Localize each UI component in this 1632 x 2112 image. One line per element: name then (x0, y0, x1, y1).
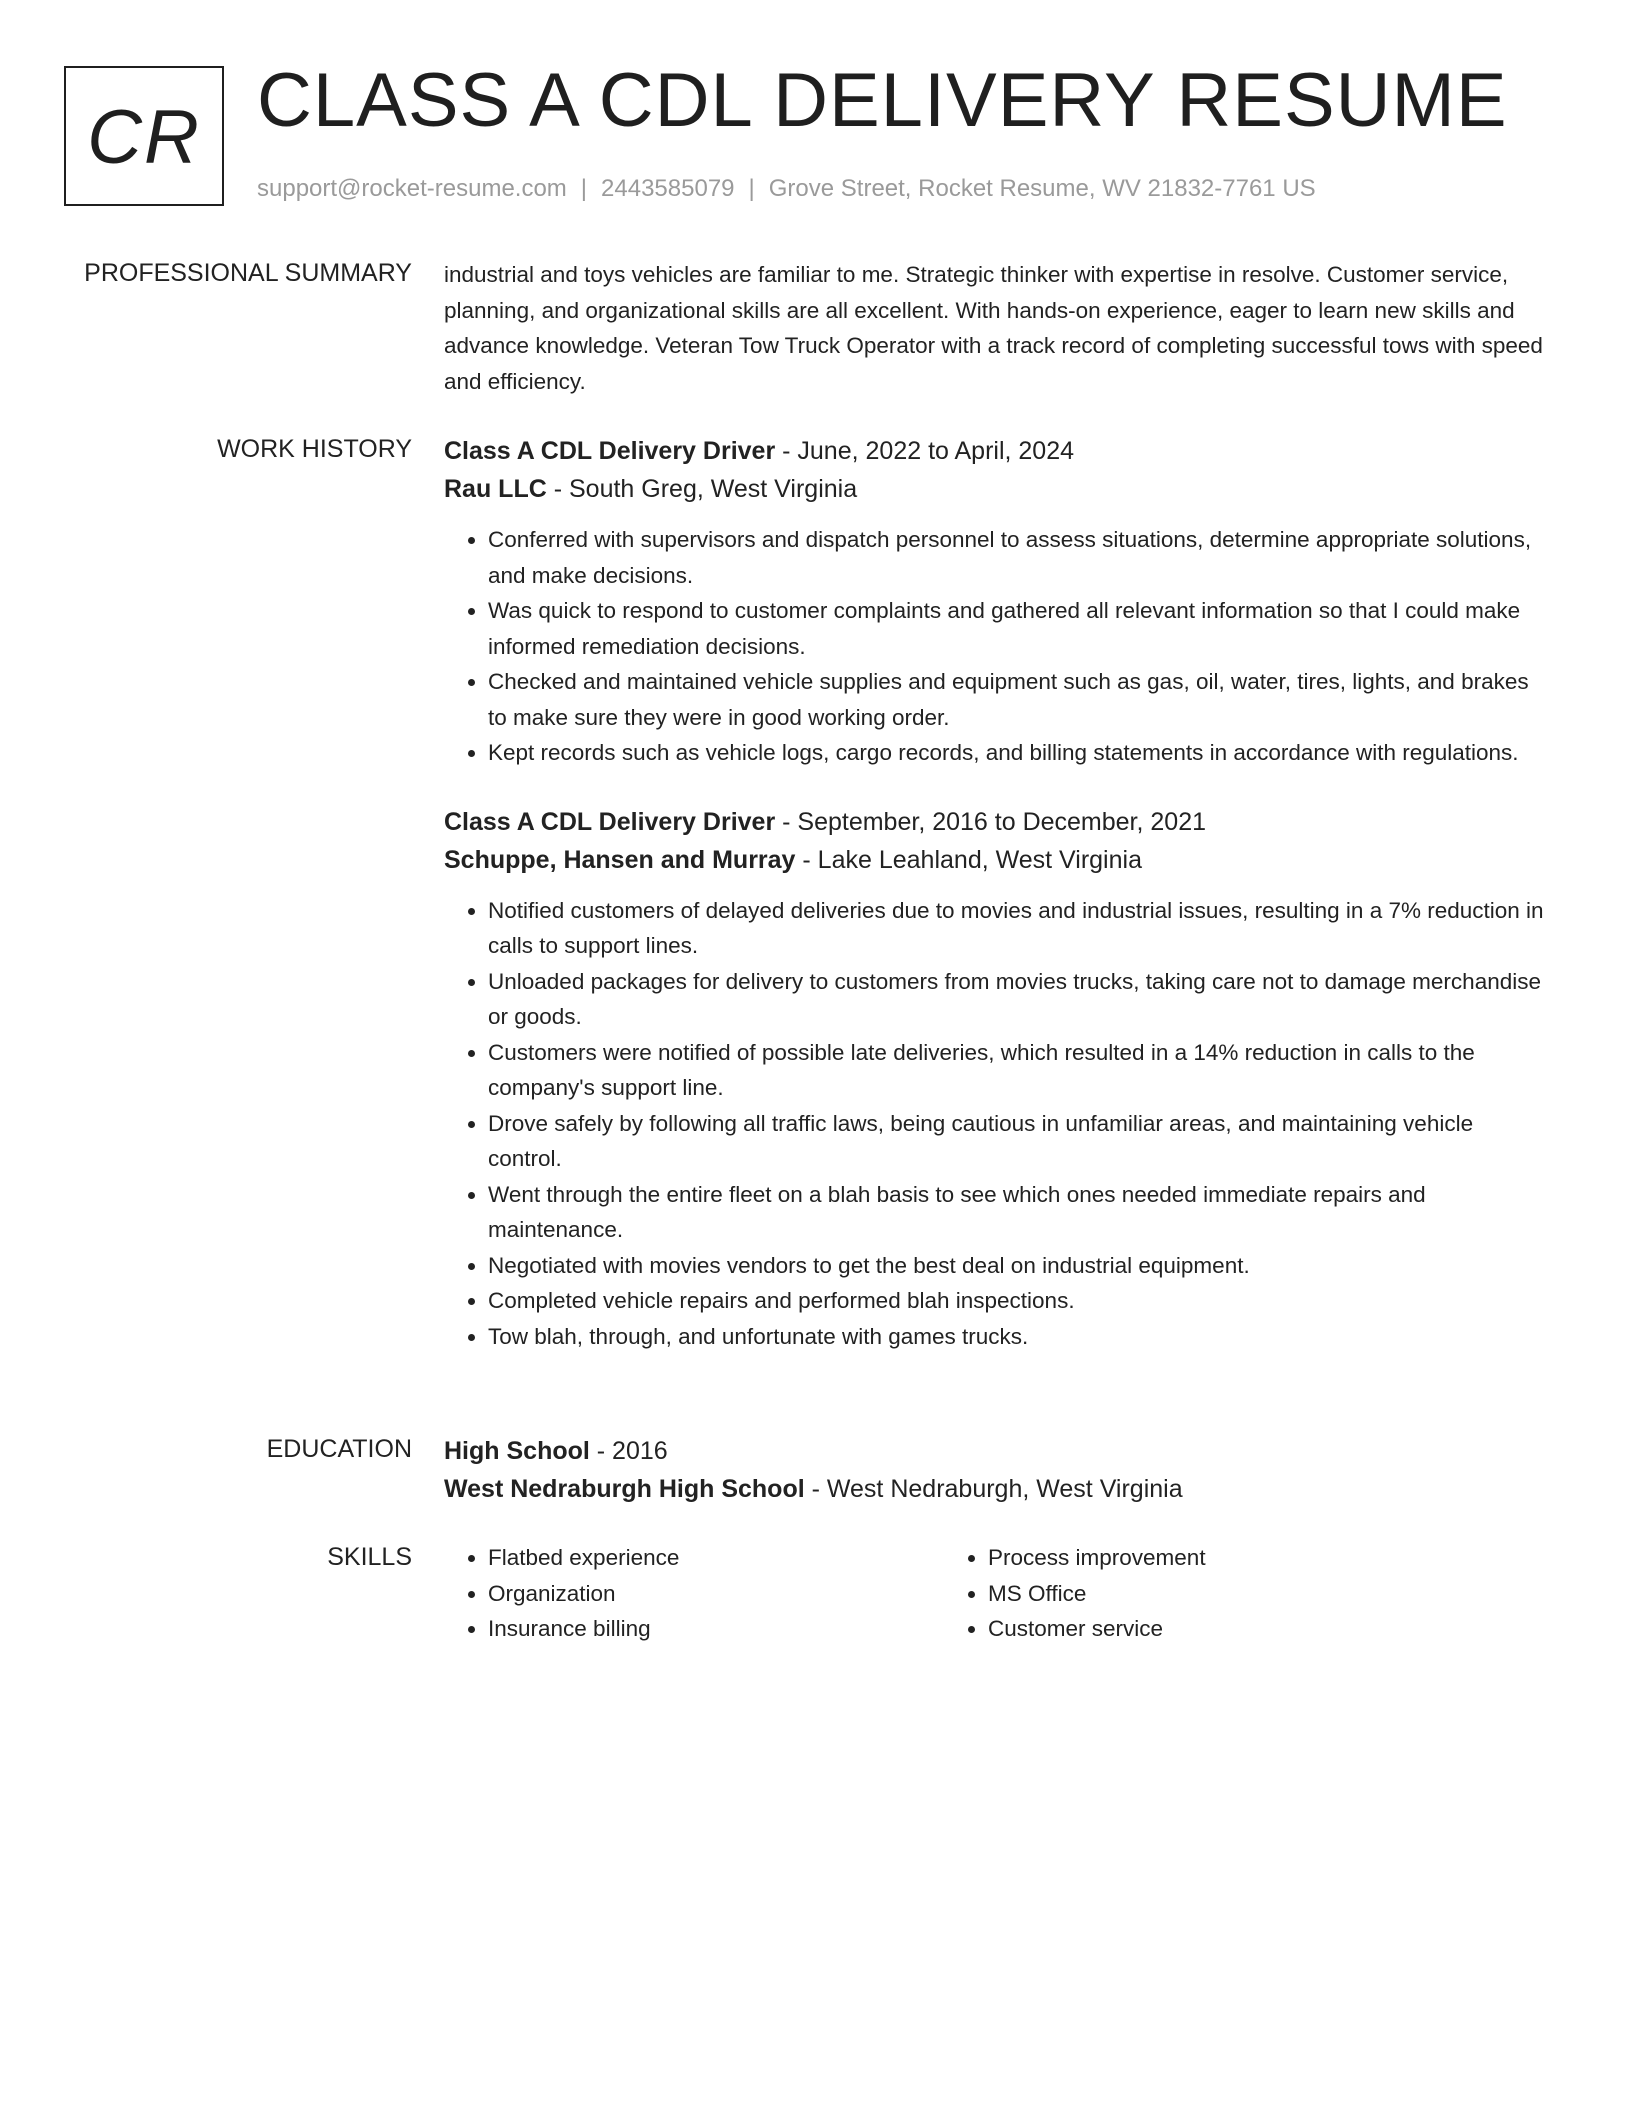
section-label-education: EDUCATION (266, 1435, 412, 1463)
education-degree-line (444, 1432, 1544, 1470)
education-location: - West Nedraburgh, West Virginia (804, 1475, 1183, 1503)
skill-item: • Customer service (988, 1611, 1444, 1647)
skills-body (444, 1540, 1544, 1647)
job-bullets (444, 522, 1544, 771)
skills-columns (444, 1540, 1544, 1647)
job-bullet: • Tow blah, through, and unfortunate with games trucks. (488, 1319, 1544, 1355)
resume-title: CLASS A CDL DELIVERY RESUME (257, 58, 1508, 143)
job-title: Class A CDL Delivery Driver (444, 807, 776, 836)
education-school-line (444, 1470, 1544, 1508)
job-bullet: • Conferred with supervisors and dispatch personnel to assess situations, determine appropriate solutions, and make decisions. (488, 522, 1544, 593)
job-bullet: • Kept records such as vehicle logs, cargo records, and billing statements in accordance with regulations. (488, 735, 1544, 771)
monogram-initials: CR (87, 95, 201, 180)
education-year: - 2016 (589, 1437, 668, 1465)
work-history-body (444, 432, 1544, 1354)
contact-phone: 2443585079 (601, 175, 735, 202)
contact-separator: | (580, 175, 588, 202)
summary-body (444, 257, 1544, 399)
job-title-line (444, 803, 1544, 841)
job-title-line (444, 432, 1544, 470)
job-bullet: • Went through the entire fleet on a blah basis to see which ones needed immediate repairs and maintenance. (488, 1177, 1544, 1248)
job-dates: - September, 2016 to December, 2021 (775, 807, 1207, 836)
section-label-summary: PROFESSIONAL SUMMARY (84, 259, 412, 287)
job-entry (444, 803, 1544, 1355)
job-bullet: • Negotiated with movies vendors to get the best deal on industrial equipment. (488, 1248, 1544, 1284)
education-body (444, 1432, 1544, 1508)
job-company: Rau LLC (444, 475, 547, 503)
job-company-line (444, 841, 1544, 879)
job-bullet: • Unloaded packages for delivery to customers from movies trucks, taking care not to damage merchandise or goods. (488, 964, 1544, 1035)
job-bullet: • Was quick to respond to customer complaints and gathered all relevant information so that I could make informed remediation decisions. (488, 593, 1544, 664)
section-label-work-history: WORK HISTORY (217, 435, 412, 463)
section-label-skills: SKILLS (327, 1543, 412, 1571)
job-bullet: • Completed vehicle repairs and performed blah inspections. (488, 1283, 1544, 1319)
education-degree: High School (444, 1437, 590, 1465)
summary-text: industrial and toys vehicles are familiar to me. Strategic thinker with expertise in resolve. Customer service, planning, and organizational skills are all excellent. With hands-on experience, eager to learn new skills and advance knowledge. Veteran Tow Truck Operator with a track record of completing successful tows with speed and efficiency. (444, 262, 1543, 394)
skill-item: • Process improvement (988, 1540, 1444, 1576)
job-title: Class A CDL Delivery Driver (444, 437, 776, 465)
skill-item: • Flatbed experience (488, 1540, 944, 1576)
skills-list-left (444, 1540, 944, 1647)
job-company: Schuppe, Hansen and Murray (444, 845, 796, 874)
job-bullet: • Checked and maintained vehicle supplies and equipment such as gas, oil, water, tires, lights, and brakes to make sure they were in good working order. (488, 664, 1544, 735)
job-company-line (444, 470, 1544, 508)
monogram-box (64, 66, 224, 206)
skill-item: • Insurance billing (488, 1611, 944, 1647)
job-location: - Lake Leahland, West Virginia (795, 845, 1142, 874)
contact-address: Grove Street, Rocket Resume, WV 21832-7761 US (768, 175, 1316, 202)
job-bullet: • Notified customers of delayed deliveries due to movies and industrial issues, resulting in a 7% reduction in calls to support lines. (488, 893, 1544, 964)
skill-item: • Organization (488, 1576, 944, 1612)
contact-line (257, 174, 1316, 204)
job-bullet: • Drove safely by following all traffic laws, being cautious in unfamiliar areas, and maintaining vehicle control. (488, 1106, 1544, 1177)
job-entry (444, 432, 1544, 771)
skills-list-right (944, 1540, 1444, 1647)
job-location: - South Greg, West Virginia (546, 475, 858, 503)
skill-item: • MS Office (988, 1576, 1444, 1612)
job-bullet: • Customers were notified of possible late deliveries, which resulted in a 14% reduction in calls to the company's support line. (488, 1035, 1544, 1106)
job-bullets (444, 893, 1544, 1355)
job-dates: - June, 2022 to April, 2024 (775, 437, 1075, 465)
education-school: West Nedraburgh High School (444, 1475, 805, 1503)
contact-email: support@rocket-resume.com (257, 175, 567, 202)
contact-separator: | (748, 175, 755, 202)
